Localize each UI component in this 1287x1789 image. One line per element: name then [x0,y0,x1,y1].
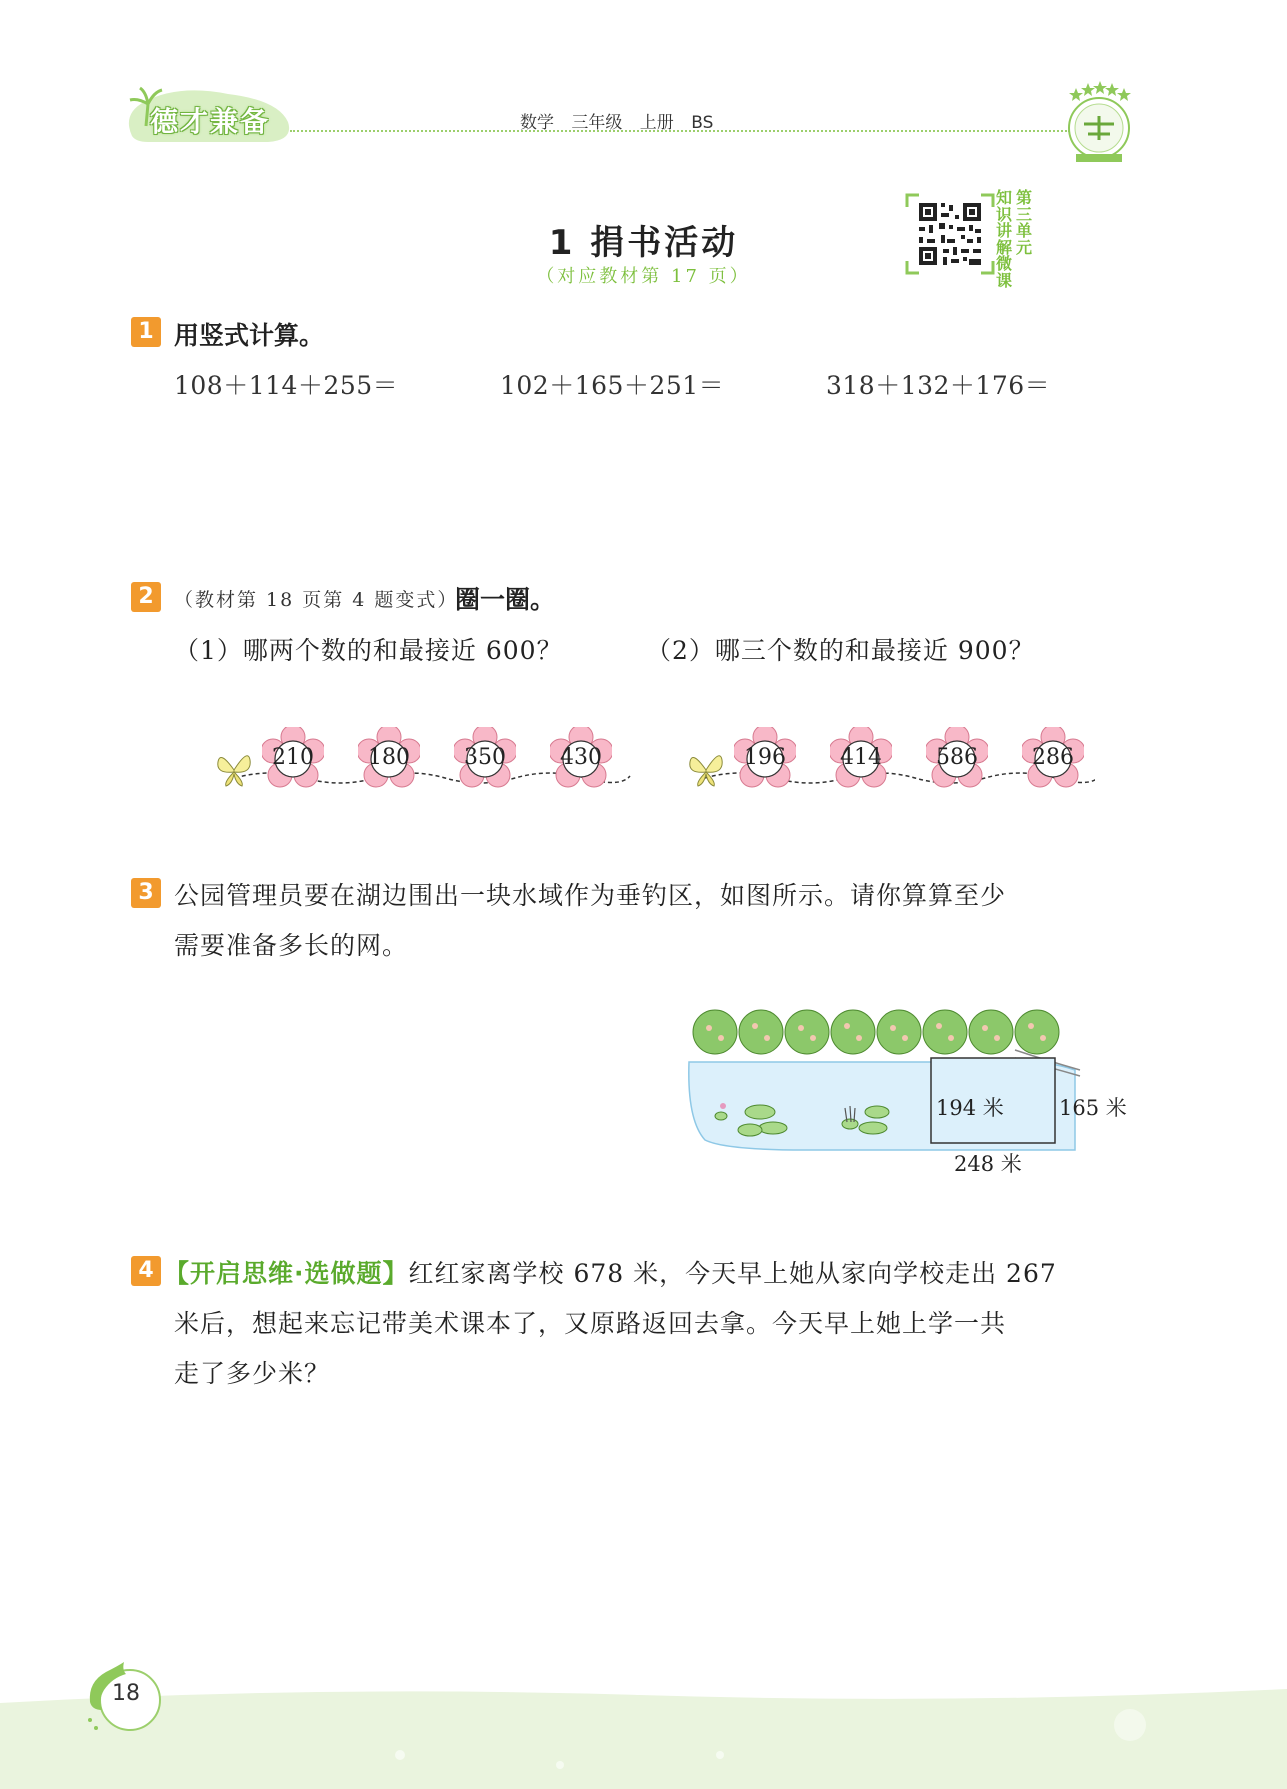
page-number: 18 [112,1681,140,1706]
question-4-line-2: 米后，想起来忘记带美术课本了，又原路返回去拿。今天早上她上学一共 [174,1309,1007,1338]
butterfly-icon [214,748,254,788]
flower-number[interactable] [830,727,892,789]
flower-value: 430 [560,745,602,770]
expression-1: 108＋114＋255＝ [174,371,399,400]
side-label-left: 194 米 [936,1096,1004,1120]
flower-number[interactable] [454,727,516,789]
lesson-title: 1 捐书活动 [548,223,739,263]
question-4-line-3: 走了多少米？ [174,1359,331,1388]
question-1-heading: 用竖式计算。 [174,321,325,350]
expression-2: 102＋165＋251＝ [500,371,725,400]
question-2-part-1: （1）哪两个数的和最接近 600？ [174,636,563,665]
question-number-1: 1 [131,317,161,347]
qr-caption-unit: 第三单元 [1015,188,1032,257]
brand-text: 德才兼备 [150,105,271,138]
question-3-line-2: 需要准备多长的网。 [174,931,409,960]
lake-fishing-area-diagram [685,1000,1085,1175]
flower-number[interactable] [550,727,612,789]
question-number-2: 2 [131,582,161,612]
expression-3: 318＋132＋176＝ [826,371,1051,400]
question-2-heading: 圈一圈。 [455,585,556,614]
side-label-bottom: 248 米 [954,1152,1022,1176]
flower-number[interactable] [262,727,324,789]
flower-value: 210 [272,745,314,770]
flower-value: 414 [840,745,882,770]
question-number-3: 3 [131,878,161,908]
flower-value: 350 [464,745,506,770]
question-number-4: 4 [131,1256,161,1286]
header-info: 数学 三年级 上册 BS [520,113,714,133]
flower-value: 586 [936,745,978,770]
butterfly-icon [686,748,726,788]
flower-number[interactable] [926,727,988,789]
qr-caption-micro-lesson: 知识讲解微课 [995,188,1012,290]
flower-value: 196 [744,745,786,770]
question-3-line-1: 公园管理员要在湖边围出一块水域作为垂钓区，如图所示。请你算算至少 [174,881,1007,910]
lesson-subtitle: （对应教材第 17 页） [536,266,751,287]
author-seal-icon [1062,80,1136,166]
question-2-part-2: （2）哪三个数的和最接近 900？ [646,636,1035,665]
qr-code-icon[interactable] [905,193,995,275]
flower-number[interactable] [358,727,420,789]
flower-number[interactable] [734,727,796,789]
footer-decoration [0,1685,1287,1789]
side-label-right: 165 米 [1059,1096,1127,1120]
question-4-line-1-text: 红红家离学校 678 米，今天早上她从家向学校走出 267 [408,1259,1057,1288]
question-2-source-note: （教材第 18 页第 4 题变式） [174,589,459,611]
flower-value: 286 [1032,745,1074,770]
question-4-line-1 [164,1254,1057,1290]
flower-value: 180 [368,745,410,770]
flower-number[interactable] [1022,727,1084,789]
question-4-tag: 【开启思维·选做题】 [164,1259,409,1288]
